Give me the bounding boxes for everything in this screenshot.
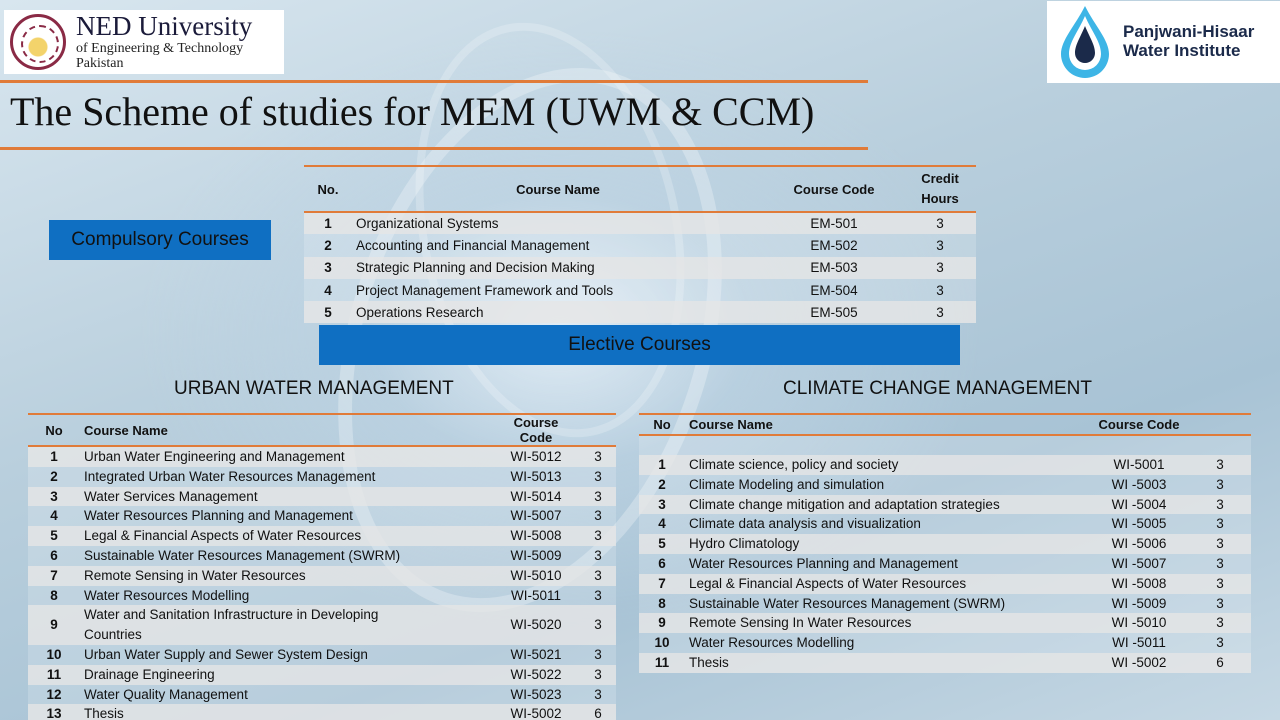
compulsory-courses-label: Compulsory Courses: [49, 220, 271, 260]
course-name: Remote Sensing in Water Resources: [80, 566, 492, 586]
credit-hours: 3: [904, 301, 976, 323]
row-number: 10: [639, 633, 685, 653]
course-name: Legal & Financial Aspects of Water Resources: [80, 526, 492, 546]
col-header-credit-hours: Credit Hours: [904, 166, 976, 212]
ned-university-logo: [4, 10, 284, 74]
credit-hours: 3: [904, 279, 976, 301]
row-number: 8: [639, 594, 685, 614]
course-name: Urban Water Engineering and Management: [80, 446, 492, 467]
course-name: Climate science, policy and society: [685, 455, 1089, 475]
course-name: Hydro Climatology: [685, 534, 1089, 554]
table-row: [28, 467, 616, 487]
course-name: Climate data analysis and visualization: [685, 514, 1089, 534]
table-row: [639, 653, 1251, 673]
course-code: WI -5002: [1089, 653, 1189, 673]
course-code: WI-5001: [1089, 455, 1189, 475]
course-code: WI-5008: [492, 526, 580, 546]
credit-hours: 3: [1189, 455, 1251, 475]
compulsory-courses-table: [304, 165, 976, 323]
col-header-course-name: Course Name: [685, 414, 1089, 435]
col-header-no: No: [28, 414, 80, 446]
credit-hours: 3: [1189, 475, 1251, 495]
course-name: Water Services Management: [80, 487, 492, 507]
table-row: [28, 506, 616, 526]
credit-hours: 3: [904, 234, 976, 256]
ccm-courses-table: [639, 413, 1251, 673]
title-top-rule: [0, 80, 868, 83]
table-row: [28, 526, 616, 546]
course-name: Accounting and Financial Management: [352, 234, 764, 256]
col-header-no: No: [639, 414, 685, 435]
course-name: Water and Sanitation Infrastructure in Developing Countries: [80, 605, 492, 645]
course-name: Climate change mitigation and adaptation strategies: [685, 495, 1089, 515]
col-header-no: No.: [304, 166, 352, 212]
course-name: Project Management Framework and Tools: [352, 279, 764, 301]
table-row: [639, 455, 1251, 475]
credit-hours: 3: [580, 586, 616, 606]
row-number: 6: [28, 546, 80, 566]
course-code: EM-505: [764, 301, 904, 323]
course-code: WI-5007: [492, 506, 580, 526]
course-name: Sustainable Water Resources Management (SWRM): [685, 594, 1089, 614]
table-row: [304, 234, 976, 256]
row-number: 12: [28, 685, 80, 705]
table-row: [639, 554, 1251, 574]
water-institute-logo: [1047, 1, 1280, 83]
row-number: 1: [28, 446, 80, 467]
row-number: 5: [639, 534, 685, 554]
row-number: 7: [28, 566, 80, 586]
table-row: [304, 301, 976, 323]
col-header-credit: [1189, 414, 1251, 435]
credit-hours: 3: [580, 685, 616, 705]
page-title: The Scheme of studies for MEM (UWM & CCM): [10, 89, 815, 134]
course-code: WI -5007: [1089, 554, 1189, 574]
course-name: Thesis: [685, 653, 1089, 673]
course-name: Water Resources Modelling: [80, 586, 492, 606]
credit-hours: 3: [580, 446, 616, 467]
table-row: [639, 633, 1251, 653]
course-code: EM-501: [764, 212, 904, 234]
table-row: [28, 566, 616, 586]
course-code: WI-5012: [492, 446, 580, 467]
credit-hours: 3: [1189, 613, 1251, 633]
water-drop-icon: [1057, 4, 1113, 80]
credit-hours: 3: [1189, 534, 1251, 554]
credit-hours: 3: [580, 526, 616, 546]
course-name: Sustainable Water Resources Management (SWRM): [80, 546, 492, 566]
uwm-courses-table: [28, 413, 616, 720]
course-code: WI -5004: [1089, 495, 1189, 515]
table-row: [304, 279, 976, 301]
institute-logo-line1: Panjwani-Hisaar: [1123, 22, 1255, 42]
row-number: 3: [639, 495, 685, 515]
row-number: 1: [639, 455, 685, 475]
credit-hours: 3: [580, 546, 616, 566]
course-code: WI -5011: [1089, 633, 1189, 653]
course-code: WI-5013: [492, 467, 580, 487]
course-code: EM-504: [764, 279, 904, 301]
table-row: [639, 594, 1251, 614]
table-row: [28, 605, 616, 645]
row-number: 4: [639, 514, 685, 534]
row-number: 9: [639, 613, 685, 633]
institute-logo-line2: Water Institute: [1123, 41, 1241, 60]
credit-hours: 3: [580, 566, 616, 586]
credit-hours: 3: [1189, 633, 1251, 653]
course-code: WI-5014: [492, 487, 580, 507]
col-header-course-code: Course Code: [492, 414, 580, 446]
table-row: [28, 685, 616, 705]
table-row: [639, 613, 1251, 633]
credit-hours: 6: [580, 704, 616, 720]
table-row: [639, 574, 1251, 594]
row-number: 5: [304, 301, 352, 323]
row-number: 3: [28, 487, 80, 507]
ned-logo-line3: Pakistan: [76, 56, 124, 71]
row-number: 11: [28, 665, 80, 685]
course-code: WI-5022: [492, 665, 580, 685]
course-name: Integrated Urban Water Resources Management: [80, 467, 492, 487]
course-code: WI -5006: [1089, 534, 1189, 554]
row-number: 5: [28, 526, 80, 546]
course-code: WI-5020: [492, 605, 580, 645]
row-number: 2: [639, 475, 685, 495]
course-name: Water Resources Modelling: [685, 633, 1089, 653]
course-code: WI-5002: [492, 704, 580, 720]
course-name: Drainage Engineering: [80, 665, 492, 685]
course-name: Water Resources Planning and Management: [685, 554, 1089, 574]
table-row: [28, 704, 616, 720]
table-row: [28, 586, 616, 606]
credit-hours: 3: [580, 487, 616, 507]
course-code: WI-5021: [492, 645, 580, 665]
col-header-course-name: Course Name: [352, 166, 764, 212]
course-code: WI -5009: [1089, 594, 1189, 614]
row-number: 9: [28, 605, 80, 645]
course-name: Legal & Financial Aspects of Water Resources: [685, 574, 1089, 594]
table-row: [28, 487, 616, 507]
credit-hours: 3: [1189, 514, 1251, 534]
course-code: WI-5010: [492, 566, 580, 586]
row-number: 6: [639, 554, 685, 574]
row-number: 11: [639, 653, 685, 673]
title-bottom-rule: [0, 147, 868, 150]
course-name: Water Resources Planning and Management: [80, 506, 492, 526]
course-code: WI -5003: [1089, 475, 1189, 495]
row-number: 4: [28, 506, 80, 526]
course-name: Operations Research: [352, 301, 764, 323]
table-row: [304, 257, 976, 279]
credit-hours: 3: [1189, 594, 1251, 614]
course-code: WI-5011: [492, 586, 580, 606]
row-number: 4: [304, 279, 352, 301]
credit-hours: 3: [580, 467, 616, 487]
table-row: [304, 212, 976, 234]
table-row: [28, 546, 616, 566]
col-header-course-code: Course Code: [1089, 414, 1189, 435]
course-code: WI-5009: [492, 546, 580, 566]
ned-logo-line2: of Engineering & Technology: [76, 41, 244, 56]
col-header-course-code: Course Code: [764, 166, 904, 212]
row-number: 2: [304, 234, 352, 256]
credit-hours: 3: [1189, 574, 1251, 594]
course-name: Climate Modeling and simulation: [685, 475, 1089, 495]
table-row: [28, 665, 616, 685]
table-row: [639, 475, 1251, 495]
uwm-heading: URBAN WATER MANAGEMENT: [174, 378, 454, 399]
credit-hours: 3: [580, 605, 616, 645]
course-code: EM-503: [764, 257, 904, 279]
credit-hours: 3: [580, 506, 616, 526]
course-name: Remote Sensing In Water Resources: [685, 613, 1089, 633]
row-number: 2: [28, 467, 80, 487]
course-code: WI -5008: [1089, 574, 1189, 594]
credit-hours: 6: [1189, 653, 1251, 673]
credit-hours: 3: [1189, 554, 1251, 574]
elective-courses-label: Elective Courses: [319, 325, 960, 365]
course-code: WI-5023: [492, 685, 580, 705]
ccm-heading: CLIMATE CHANGE MANAGEMENT: [783, 378, 1092, 399]
course-code: WI -5010: [1089, 613, 1189, 633]
course-name: Water Quality Management: [80, 685, 492, 705]
row-number: 3: [304, 257, 352, 279]
table-row: [639, 514, 1251, 534]
row-number: 7: [639, 574, 685, 594]
course-name: Organizational Systems: [352, 212, 764, 234]
course-name: Urban Water Supply and Sewer System Design: [80, 645, 492, 665]
course-name: Strategic Planning and Decision Making: [352, 257, 764, 279]
table-row: [639, 495, 1251, 515]
course-name: Thesis: [80, 704, 492, 720]
credit-hours: 3: [1189, 495, 1251, 515]
row-number: 13: [28, 704, 80, 720]
course-code: WI -5005: [1089, 514, 1189, 534]
row-number: 8: [28, 586, 80, 606]
credit-hours: 3: [904, 212, 976, 234]
col-header-credit: [580, 414, 616, 446]
ned-logo-line1: NED University: [76, 11, 253, 41]
table-row: [639, 534, 1251, 554]
credit-hours: 3: [580, 645, 616, 665]
table-row: [28, 446, 616, 467]
row-number: 1: [304, 212, 352, 234]
col-header-course-name: Course Name: [80, 414, 492, 446]
table-row: [28, 645, 616, 665]
course-code: EM-502: [764, 234, 904, 256]
credit-hours: 3: [904, 257, 976, 279]
row-number: 10: [28, 645, 80, 665]
credit-hours: 3: [580, 665, 616, 685]
ned-seal-icon: [10, 14, 66, 70]
